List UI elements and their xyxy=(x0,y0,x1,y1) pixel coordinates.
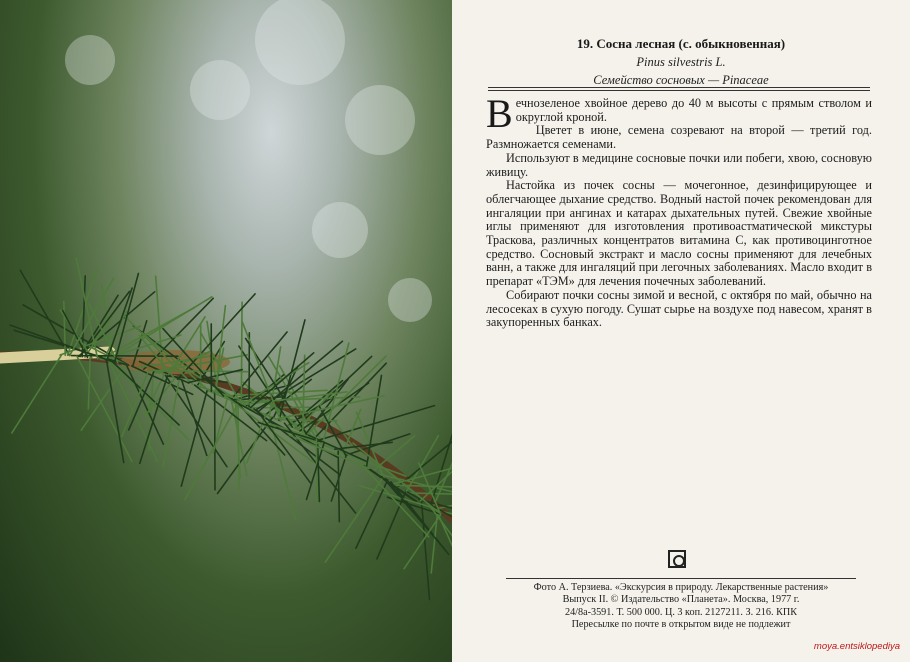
imprint-line-3: 24/8а-3591. Т. 500 000. Ц. 3 коп. 2127211. З. 216. КПК xyxy=(564,606,798,618)
paragraph-flowering: Цветет в июне, семена созревают на второй — третий год. Размножается семенами. xyxy=(486,123,872,152)
family-name: Семейство сосновых — Pinaceae xyxy=(593,73,769,87)
imprint-line-1: Фото А. Терзиева. «Экскурсия в природу. Лекарственные растения» xyxy=(533,582,829,593)
latin-name: Pinus silvestris L. xyxy=(636,55,726,69)
publisher-logo-icon xyxy=(668,550,686,568)
paragraph-preparations: Настойка из почек сосны — мочегонное, дезинфицирующее и облегчающее дыхание средство. Водный настой почек рекомендован для ингаляции при ангинах и катарах дыхательных путей. Свежие хвойные иглы применяют для изготовления противоастматической микстуры Траскова, различных концентратов витамина С, как противоцинготное средство. Сосновый экстракт и масло сосны применяют для лечебных ванн, а также для ингаляций при легочных заболеваниях. Масло входит в препарат «ТЭМ» для лечения почечных заболеваний. xyxy=(486,178,872,289)
imprint-line-2: Выпуск II. © Издательство «Планета». Москва, 1977 г. xyxy=(562,594,800,606)
imprint-line-4: Пересылке по почте в открытом виде не подлежит xyxy=(571,619,791,631)
title-divider-second xyxy=(488,90,870,91)
drop-cap: В xyxy=(486,91,513,136)
pine-branch-photo xyxy=(0,0,452,662)
footer-divider xyxy=(506,578,856,579)
imprint-footer xyxy=(482,582,880,632)
watermark: moya.entsiklopediya xyxy=(813,641,900,652)
paragraph-intro xyxy=(486,91,872,136)
paragraph-intro-text: ечнозеленое хвойное дерево до 40 м высоты с прямым стволом и округлой кроной. xyxy=(515,96,872,124)
title-divider xyxy=(488,87,870,88)
title-block xyxy=(452,36,910,88)
description-text xyxy=(486,91,872,330)
info-card xyxy=(452,0,910,662)
paragraph-medical-use: Используют в медицине сосновые почки или побеги, хвою, сосновую живицу. xyxy=(486,150,872,179)
species-title: 19. Сосна лесная (с. обыкновенная) xyxy=(576,36,786,51)
pine-branch-illustration xyxy=(0,0,452,662)
paragraph-harvesting: Собирают почки сосны зимой и весной, с октября по май, обычно на лесосеках в сухую погоду. Сушат сырье на воздухе под навесом, хранят в закупоренных банках. xyxy=(486,287,872,330)
